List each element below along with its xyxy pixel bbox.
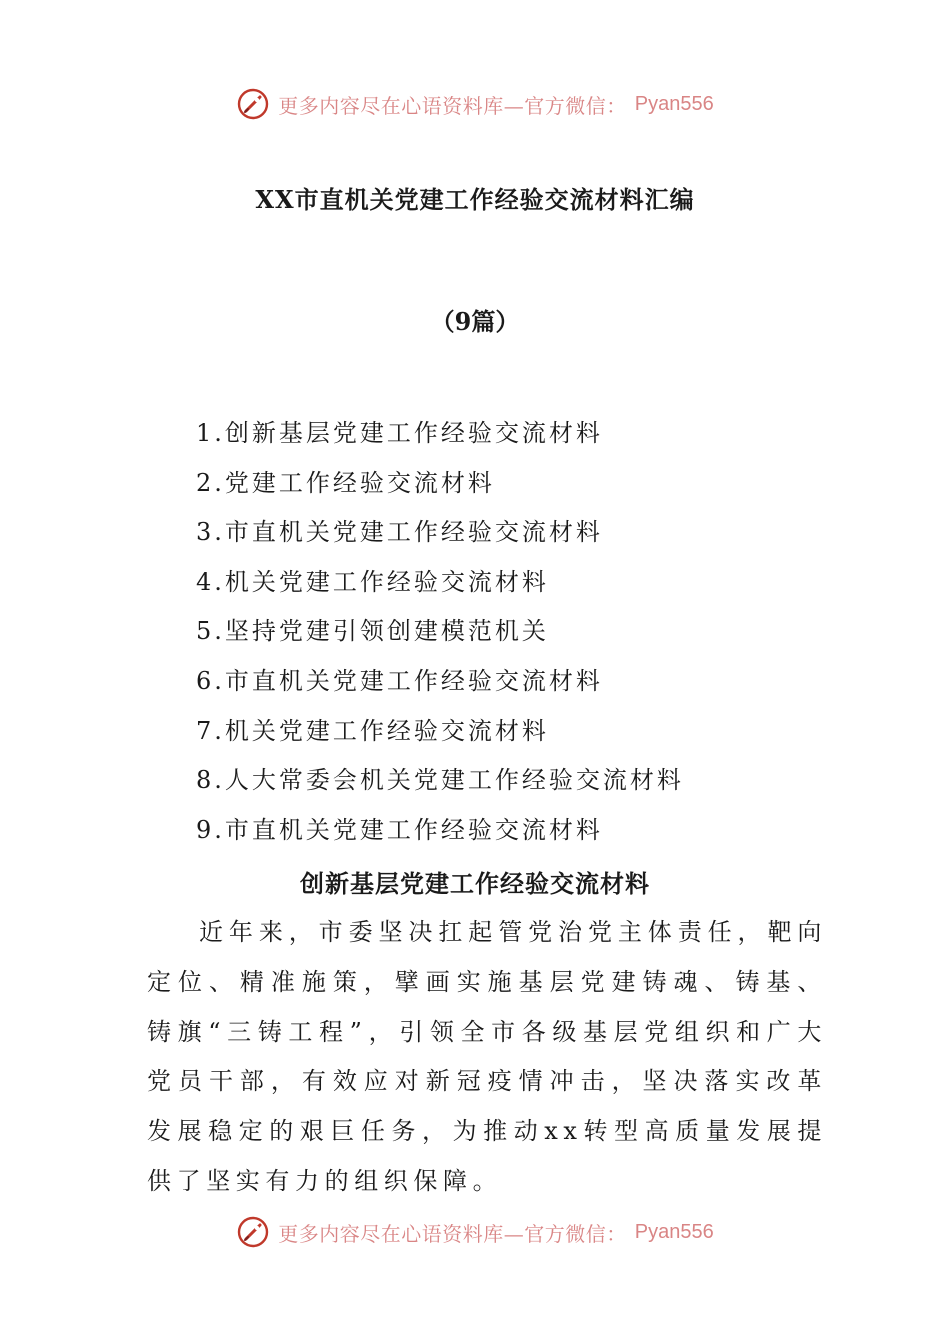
pen-circle-logo-icon — [236, 1215, 270, 1249]
header-contact: Pyan556 — [634, 92, 714, 115]
toc-item: 8.人大常委会机关党建工作经验交流材料 — [196, 766, 684, 795]
toc-item: 3.市直机关党建工作经验交流材料 — [196, 518, 603, 547]
section-title: 创新基层党建工作经验交流材料 — [300, 869, 650, 898]
footer-banner — [0, 1212, 950, 1252]
toc-item: 4.机关党建工作经验交流材料 — [196, 567, 549, 596]
toc-item: 6.市直机关党建工作经验交流材料 — [196, 666, 603, 695]
pen-circle-logo-icon — [236, 87, 270, 121]
toc-item: 5.坚持党建引领创建模范机关 — [196, 617, 549, 646]
toc-item: 7.机关党建工作经验交流材料 — [196, 716, 549, 745]
header-banner — [0, 84, 950, 124]
toc-item: 9.市直机关党建工作经验交流材料 — [196, 815, 603, 844]
document-subtitle: （9篇） — [430, 307, 520, 336]
footer-contact: Pyan556 — [634, 1220, 714, 1243]
header-brand-text: 更多内容尽在心语资料库—官方微信： — [278, 93, 627, 118]
toc-item: 1.创新基层党建工作经验交流材料 — [196, 419, 603, 447]
body-paragraph: 近年来，市委坚决扛起管党治党主体责任，靶向定位、精准施策，擘画实施基层党建铸魂、铸基、铸旗“三铸工程”，引领全市各级基层党组织和广大党员干部，有效应对新冠疫情冲击，坚决落实改革发展稳定的艰巨任务，为推动xx转型高质量发展提供了坚实有力的组织保障。 — [147, 918, 827, 1195]
document-title: XX市直机关党建工作经验交流材料汇编 — [255, 185, 695, 214]
table-of-contents — [196, 414, 684, 860]
footer-brand-text: 更多内容尽在心语资料库—官方微信： — [278, 1221, 627, 1246]
toc-item: 2.党建工作经验交流材料 — [196, 468, 495, 497]
